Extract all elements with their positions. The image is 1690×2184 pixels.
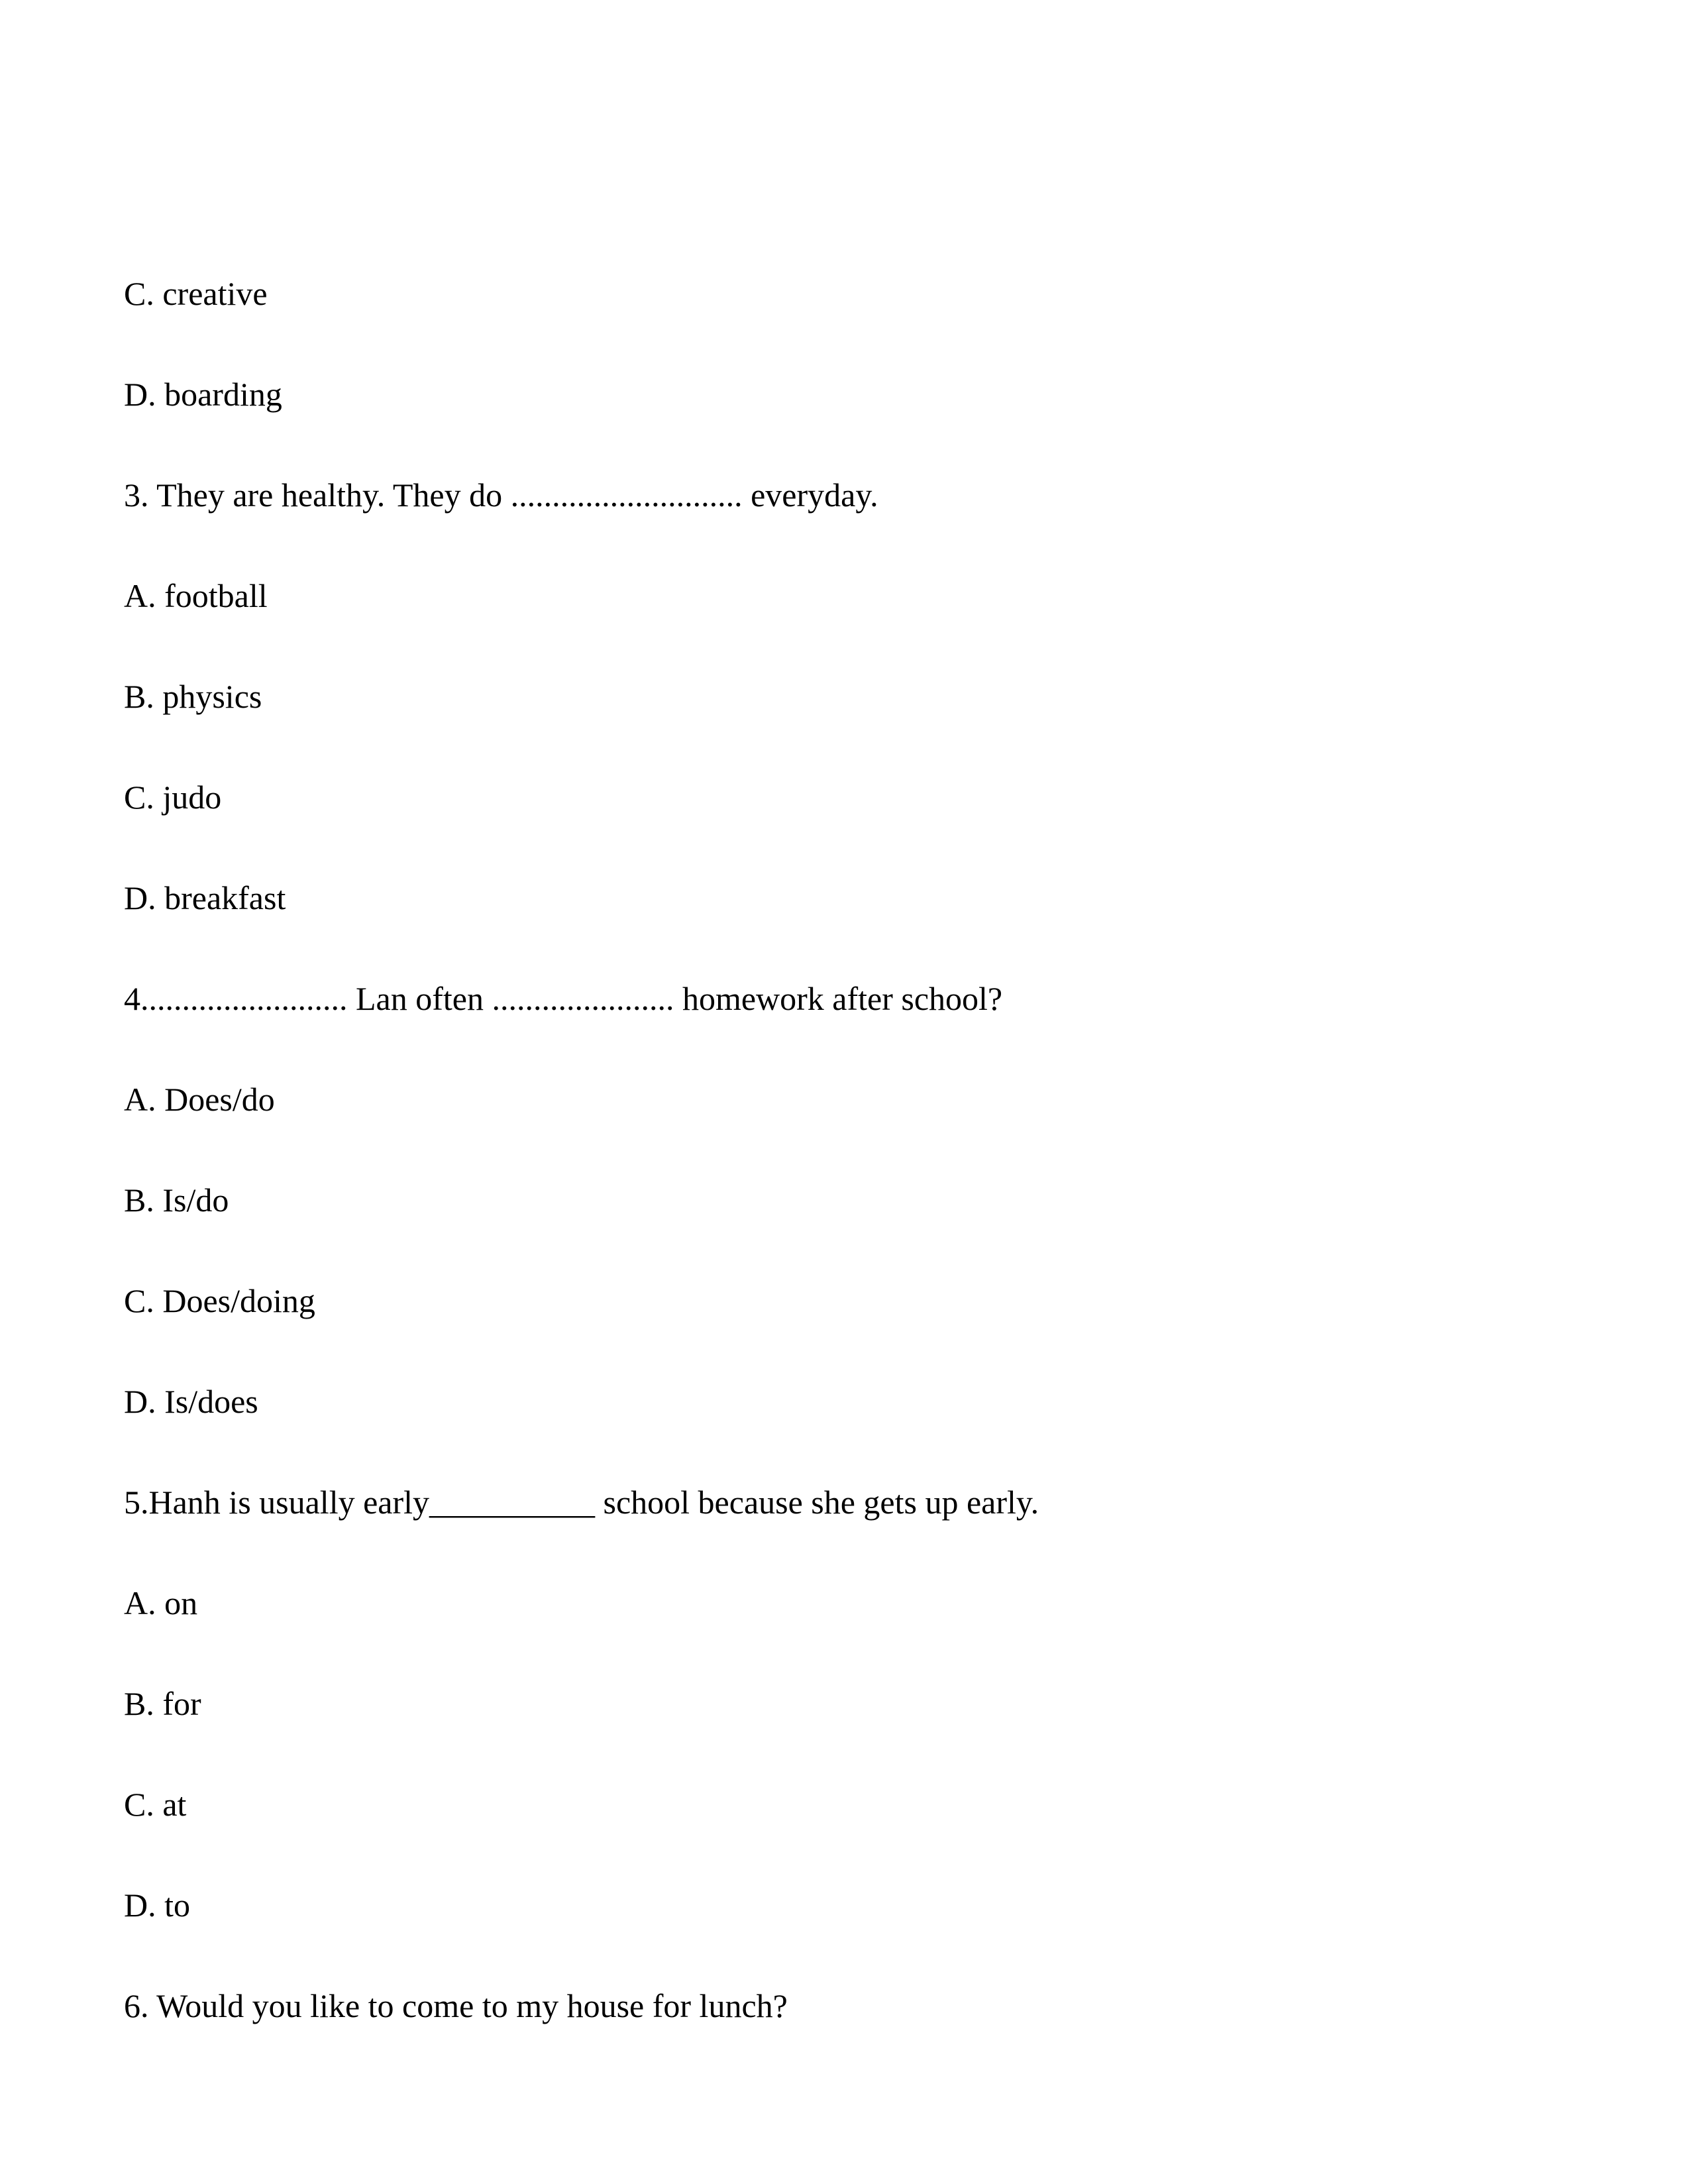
option-line: D. boarding [124,376,282,413]
question-line: 5.Hanh is usually early__________ school because she gets up early. [124,1484,1039,1521]
option-line: A. Does/do [124,1081,275,1118]
question-line: 6. Would you like to come to my house for lunch? [124,1987,788,2024]
option-line: A. on [124,1584,198,1621]
option-line: B. for [124,1685,201,1722]
question-line: 4......................... Lan often ...................... homework after school? [124,980,1003,1017]
question-line: 3. They are healthy. They do ............................ everyday. [124,476,878,514]
option-line: D. to [124,1886,190,1924]
option-line: C. creative [124,275,268,312]
option-line: D. breakfast [124,879,286,916]
option-line: B. physics [124,678,262,715]
option-line: C. at [124,1786,187,1823]
option-line: B. Is/do [124,1181,229,1219]
option-line: C. judo [124,779,222,816]
option-line: C. Does/doing [124,1282,315,1319]
option-line: A. football [124,577,268,614]
exam-content [124,243,1624,2056]
option-line: D. Is/does [124,1383,258,1420]
